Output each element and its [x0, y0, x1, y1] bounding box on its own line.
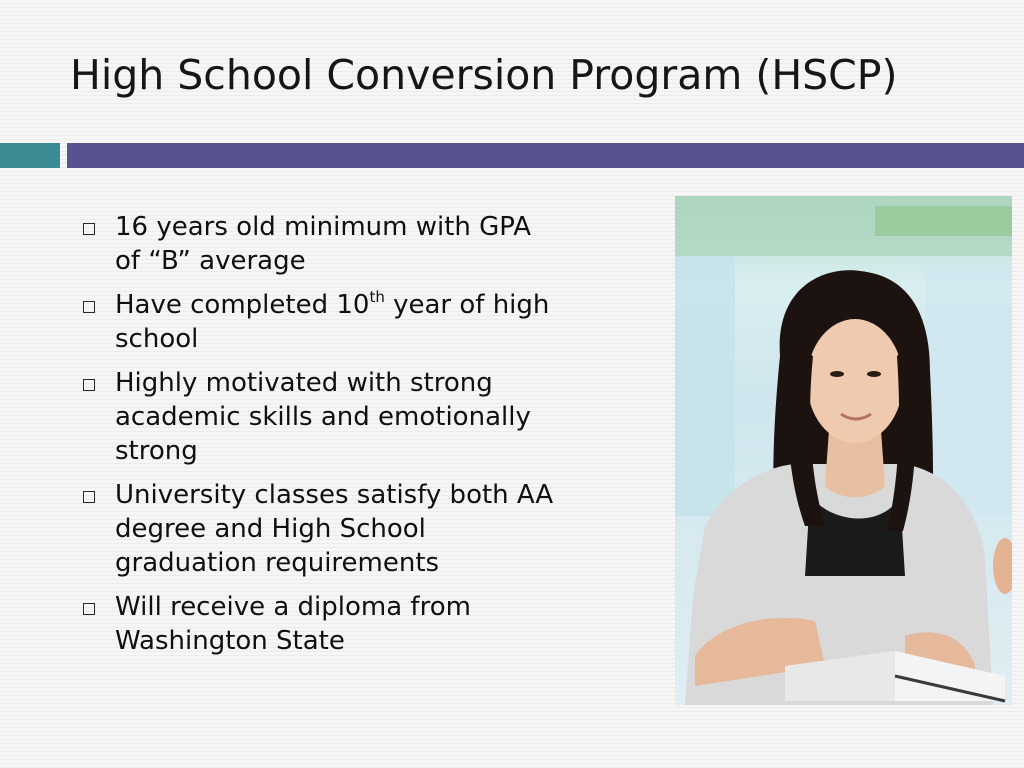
- square-bullet-icon: [83, 301, 95, 313]
- bullet-text: Will receive a diploma from Washington State: [115, 592, 471, 656]
- bullet-item: [80, 590, 560, 658]
- bullet-item: [80, 478, 560, 580]
- bullet-item: [80, 288, 560, 356]
- square-bullet-icon: [83, 379, 95, 391]
- ordinal-superscript: th: [369, 287, 385, 306]
- eye: [867, 371, 881, 377]
- bullet-list: [80, 210, 560, 668]
- background-window: [675, 256, 735, 516]
- square-bullet-icon: [83, 603, 95, 615]
- background-foliage: [875, 206, 1012, 236]
- accent-bar-purple: [67, 143, 1024, 168]
- student-photo: [675, 196, 1012, 705]
- bullet-text-part: year of high school: [115, 290, 550, 354]
- slide-title: High School Conversion Program (HSCP): [70, 51, 898, 99]
- student-illustration: [675, 196, 1012, 705]
- bullet-text-part: Have completed 10: [115, 290, 370, 320]
- bullet-text: University classes satisfy both AA degree and High School graduation requirements: [115, 480, 554, 578]
- bullet-text: Highly motivated with strong academic skills and emotionally strong: [115, 368, 531, 466]
- eye: [830, 371, 844, 377]
- bullet-text: 16 years old minimum with GPA of “B” average: [115, 212, 532, 276]
- accent-bar-teal: [0, 143, 60, 168]
- hand: [993, 538, 1012, 594]
- bullet-item: [80, 210, 560, 278]
- square-bullet-icon: [83, 491, 95, 503]
- bullet-item: [80, 366, 560, 468]
- face: [807, 319, 903, 443]
- square-bullet-icon: [83, 223, 95, 235]
